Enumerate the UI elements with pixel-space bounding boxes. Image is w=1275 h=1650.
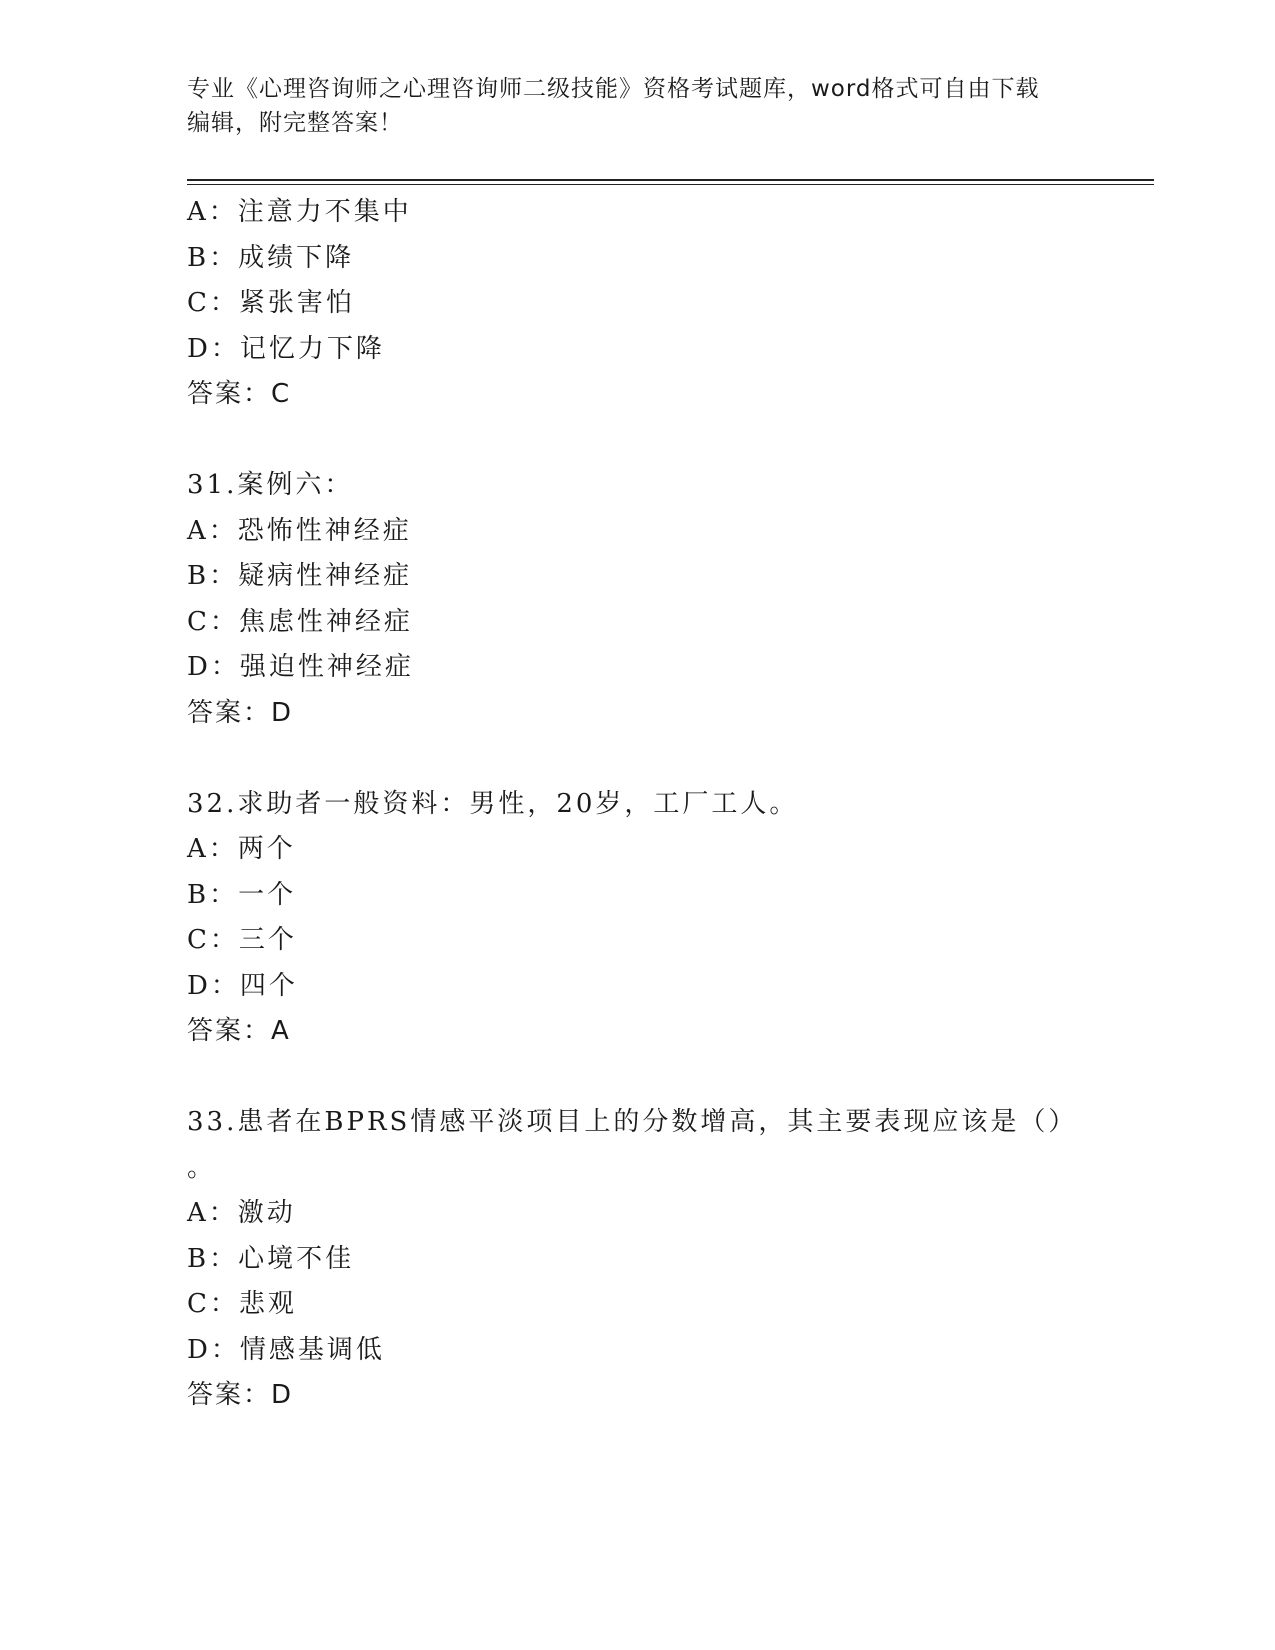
- spacer: [187, 1055, 1147, 1101]
- header-divider-thick: [187, 179, 1154, 181]
- question-32: [187, 782, 1147, 1055]
- option-c: C：焦虑性神经症: [187, 606, 413, 637]
- option-d: D：强迫性神经症: [187, 652, 414, 682]
- spacer: [187, 418, 1147, 464]
- question-list: [187, 190, 1147, 1419]
- option-b: B：成绩下降: [187, 242, 355, 273]
- answer: 答案：D: [187, 1380, 294, 1410]
- option-b: B：一个: [187, 879, 297, 910]
- option-d: D：四个: [187, 970, 298, 1001]
- option-d: D：情感基调低: [187, 1334, 385, 1365]
- option-b: B：疑病性神经症: [187, 561, 413, 591]
- question-33: [187, 1100, 1147, 1419]
- header-line-1: 专业《心理咨询师之心理咨询师二级技能》资格考试题库，word格式可自由下载: [187, 76, 1040, 102]
- option-c: C：紧张害怕: [187, 288, 355, 318]
- option-a: A：恐怖性神经症: [187, 515, 412, 546]
- question-30: [187, 190, 1147, 418]
- question-31: [187, 463, 1147, 736]
- question-stem: 32.求助者一般资料：男性，20岁，工厂工人。: [187, 788, 799, 819]
- option-a: A：两个: [187, 834, 296, 864]
- question-stem: 31.案例六：: [187, 470, 354, 500]
- option-b: B：心境不佳: [187, 1243, 355, 1274]
- option-a: A：激动: [187, 1198, 296, 1228]
- question-stem-continuation: 。: [187, 1152, 214, 1183]
- option-d: D：记忆力下降: [187, 333, 385, 364]
- option-c: C：三个: [187, 925, 297, 955]
- header-divider-thin: [187, 184, 1154, 185]
- option-c: C：悲观: [187, 1289, 297, 1319]
- document-header: [187, 72, 1087, 140]
- answer: 答案：A: [187, 1016, 291, 1046]
- question-stem: 33.患者在BPRS情感平淡项目上的分数增高，其主要表现应该是（）: [187, 1107, 1078, 1137]
- header-line-2: 编辑，附完整答案！: [187, 110, 403, 136]
- option-a: A：注意力不集中: [187, 197, 412, 227]
- spacer: [187, 736, 1147, 782]
- answer: 答案：D: [187, 697, 294, 728]
- answer: 答案：C: [187, 379, 292, 409]
